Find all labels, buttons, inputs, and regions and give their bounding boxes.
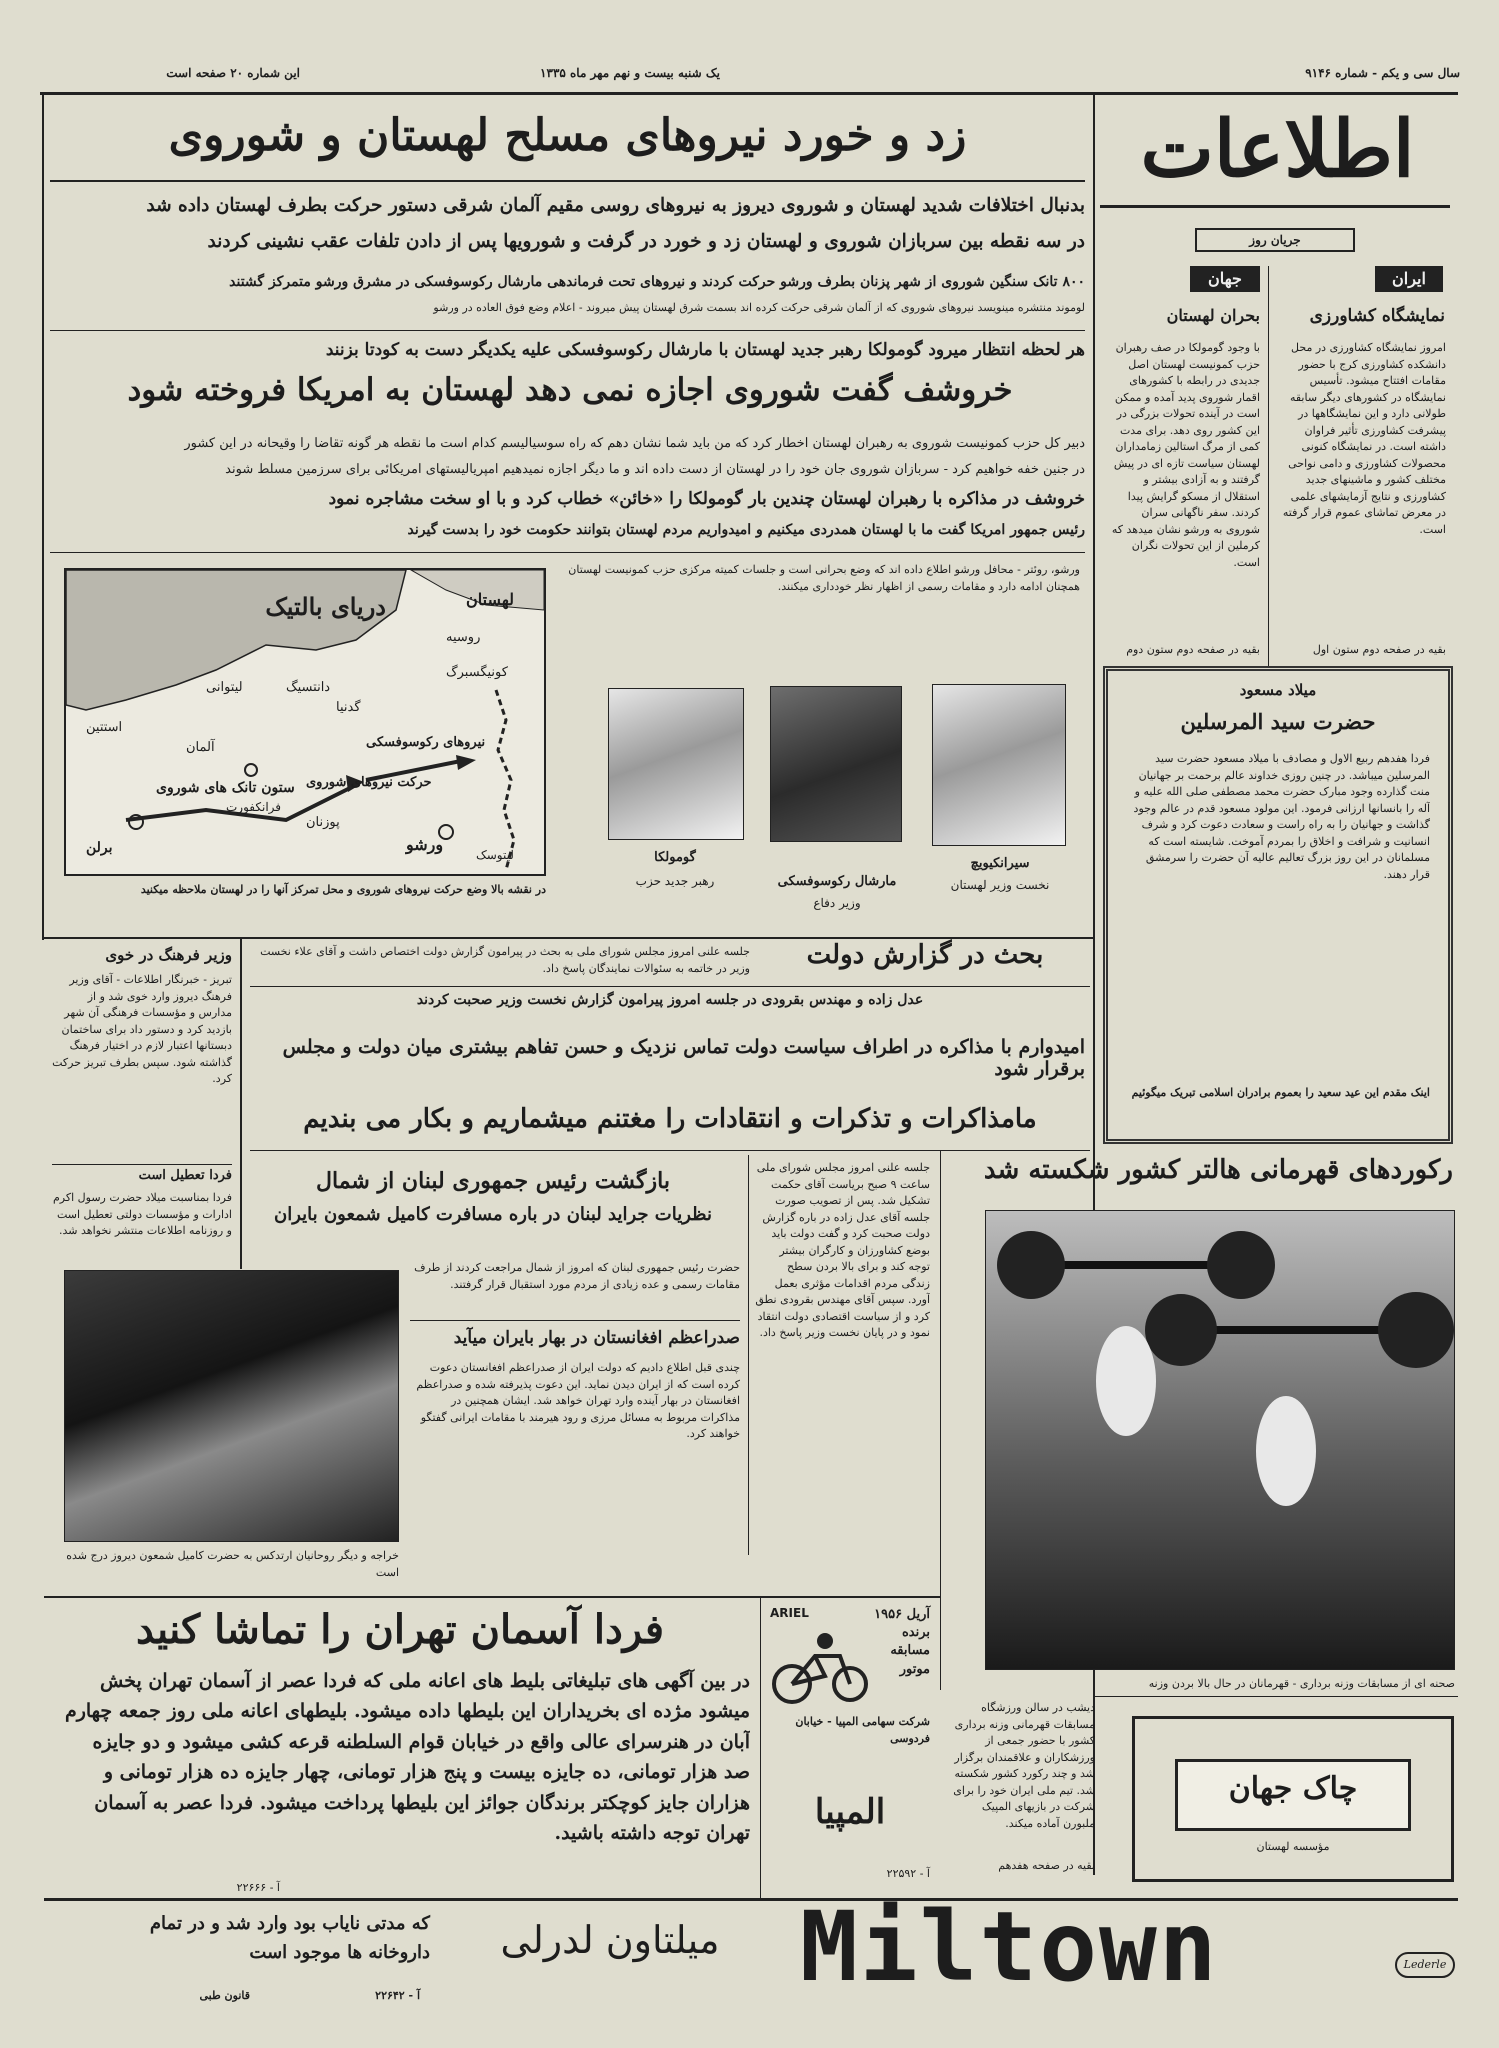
lead-h3: خروشف گفت شوروی اجازه نمی دهد لهستان به امریکا فروخته شود [127,372,1013,408]
lead-sub-2: در سه نقطه بین سربازان شوروی و لهستان زد و خورد در گرفت و شورویها پس از دادن تلفات عقب نشینی کردند [207,231,1085,252]
moto-dealer: شرکت سهامی المپیا - خیابان فردوسی [795,1715,930,1745]
debate-side: جلسه علنی امروز مجلس شورای ملی ساعت ۹ صبح برياست آقای حکمت تشکیل شد. پس از تصویب صورت جلسه آقای عدل زاده در باره گزارش دولت صحبت کرد و گفت دولت باید بوضع کشاورزان و کارگران بیشتر توجه کند و برای بالا بردن سطح زندگی مردم اقدامات مؤثری بعمل آورد. سپس آقای مهندس بقرودی نطق کرد و از سیاست اقتصادی دولت انتقاد نمود و در پایان نخست وزیر پاسخ داد. [755,1161,930,1339]
lead-p2: در جنین خفه خواهیم کرد - سربازان شوروی جان خود را در لهستان از دست داده اند و ما دیگر اجازه نمیدهیم امپریالیستهای امریکائی برای سرزمین مسلط شوند [225,462,1085,477]
debate-h1: عدل زاده و مهندس بقرودی در جلسه امروز پیرامون گزارش نخست وزیر صحبت کردند [416,992,924,1008]
lebanon-photo [64,1270,399,1542]
map-label-2: کونیگسبرگ [446,665,508,680]
lifter-2 [1256,1396,1316,1506]
lead-sub-1: بدنبال اختلافات شدید لهستان و شوروی دیروز به نیروهای روسی مقیم آلمان شرقی دستور حرکت بطرف لهستان داده شد [146,195,1085,216]
nativity-sub: حضرت سید المرسلین [1180,709,1376,734]
miltown-brand: Miltown [800,1891,1219,2003]
map-sea-label: دریای بالتیک [265,592,386,621]
map-label-9: لیتوانی [206,680,243,695]
nativity-box [1103,666,1453,1144]
culture-title: وزیر فرهنگ در خوی [105,946,232,964]
map-label-4: دانتسیگ [286,680,331,695]
map-label-14: نیروهای رکوسوفسکی [366,735,486,750]
portrait-cyrankiewicz [932,684,1066,846]
arrow-head [456,755,476,770]
world-body: با وجود گومولکا در صف رهبران حزب کمونیست لهستان اصل جدیدی در رابطه با کشورهای اقمار شوروی پدید آمده و ممکن است در آینده تحولات بزرگی در این کشور روی دهد. برای مدت کمی از مرگ استالین زمامداران لهستان سیاست تازه ای در پیش گرفتند و به آزادی بیشتر و استقلال از مسکو گرایش پیدا کردند. سفر ناگهانی سران شوروی به ورشو نشان میدهد که کرملین از این تحولات نگران است. [1111,341,1260,569]
portrait-name-0: سیرانکیویچ [970,856,1030,871]
debate-h3: مامذاکرات و تذکرات و انتقادات را مغتنم میشماریم و بکار می بندیم [303,1104,1037,1134]
moto-text: آریل ۱۹۵۶ برنده مسابقه موتور [874,1607,930,1677]
iran-tag: ایران [1375,266,1443,292]
map-label-5: ورشو [406,835,444,854]
lebanon-sub: نظریات جراید لبنان در باره مسافرت کامیل شمعون بایران [274,1204,712,1225]
map-caption: در نقشه بالا وضع حرکت نیروهای شوروی و محل تمرکز آنها را در لهستان ملاحظه میکنید [140,883,546,896]
map-label-10: گدنیا [336,700,361,715]
miltown-persian: میلتاون لدرلی [500,1918,720,1962]
miltown-text: که مدتی نایاب بود وارد شد و در تمام داروخانه ها موجود است [149,1913,430,1963]
map-box [64,568,546,876]
border-line [496,690,514,870]
weightlifting-photo [985,1210,1455,1670]
lottery-body: در بین آگهی های تبلیغاتی بلیط های اعانه ملی که فردا عصر از آسمان تهران پخش میشود مژده ای بخریداران این بلیطها داده میشود. بلیطهای اعانه ملی روز جمعه چهارم آبان در هنرسرای عالی واقع در خیابان قوام السلطنه قرعه کشی میشود و دو جایزه صد هزار تومانی، ده جایزه بیست و پنج هزار تومانی، چهار جایزه ده هزار تومانی و هزاران جایز کوچکتر برندگان جوائز این بلیطها پرداخت میشود. فردا عصر به آسمان تهران توجه داشته باشید. [64,1670,750,1844]
debate-intro: جلسه علنی امروز مجلس شورای ملی به بحث در پیرامون گزارش دولت اختصاص داشت و آقای علاء نخست وزیر در خاتمه به سئوالات نمایندگان پاسخ داد. [260,945,750,975]
holiday-body: فردا بمناسبت میلاد حضرت رسول اکرم ادارات و مؤسسات دولتی تعطیل است و روزنامه اطلاعات منتشر نخواهد شد. [52,1191,232,1237]
portrait-rokossovsky [770,686,902,842]
issue-date: یک شنبه بیست و نهم مهر ماه ۱۳۳۵ [540,66,720,80]
current-affairs-box: جریان روز [1195,228,1355,252]
map-label-12: ستون تانک های شوروی [156,780,295,796]
newspaper-logo: اطلاعات [1140,104,1415,195]
map-label-7: برلن [86,840,113,856]
plate-1 [997,1231,1065,1299]
plate-3 [1145,1294,1217,1366]
lottery-code: آ - ۲۲۶۶۶ [236,1881,280,1894]
print-ad-name: چاک جهان [1228,1771,1358,1806]
map-label-15: لیتوسک [476,848,514,862]
map-label-8: آلمان [186,740,215,755]
lead-h4: خروشف در مذاکره با رهبران لهستان چندین بار گومولکا را «خائن» خطاب کرد و با او سخت مشاجره نمود [328,489,1085,509]
nativity-title: میلاد مسعود [1239,681,1317,699]
city-stettin [245,764,257,776]
portrait-role-0: نخست وزیر لهستان [950,878,1050,892]
year-issue: سال سی و یکم - شماره ۹۱۴۶ [1305,66,1460,80]
moto-brand: ARIEL [770,1606,809,1620]
map-label-1: روسیه [446,630,481,645]
map-label-3: استتین [86,720,123,735]
afghan-body: چندی قبل اطلاع دادیم که دولت ایران از صدراعظم افغانستان دعوت کرده است که از ایران دیدن نماید. این دعوت پذیرفته شده و صدراعظم افغانستان در بهار آینده وارد تهران خواهد شد. ایشان همچنین در مذاکرات مربوط به مسائل مرزی و رود هیرمند با مقامات ایرانی گفتگو خواهند کرد. [416,1361,740,1440]
moto-code: آ - ۲۲۵۹۲ [886,1867,930,1880]
plate-2 [1207,1231,1275,1299]
lifter-1 [1096,1326,1156,1436]
print-ad [1132,1716,1454,1882]
lead-small: لوموند منتشره مینویسد نیروهای شوروی که از آلمان شرقی حرکت کرده اند بسمت شرق لهستان پیش میروند - اعلام وضع فوق العاده در ورشو [433,301,1085,314]
lead-h2: هر لحظه انتظار میرود گومولکا رهبر جدید لهستان با مارشال رکوسوفسکی علیه یکدیگر دست به کودتا بزنند [325,340,1085,360]
iran-body: امروز نمایشگاه کشاورزی در محل دانشکده کشاورزی کرج با حضور مقامات افتتاح میشود. تأسیس نمایشگاه در کشورهای دیگر سابقه طولانی دارد و این نمایشگاهها در پیشرفت کشاورزی تأثیر فراوان داشته است. در نمایشگاه کنونی محصولات کشاورزی و دامی نواحی مختلف کشور و ماشینهای جدید کشاورزی و نتایج آزمایشهای علمی در معرض تماشای عموم قرار گرفته است. [1282,341,1446,536]
map-note: ورشو، روئتر - محافل ورشو اطلاع داده اند که وضع بحرانی است و جلسات کمیته مرکزی حزب کمونیست لهستان همچنان ادامه دارد و مقامات رسمی از اظهار نظر خودداری میکنند. [568,563,1080,593]
weightlifting-title: رکوردهای قهرمانی هالتر کشور شکسته شد [983,1155,1453,1185]
portrait-name-1: مارشال رکوسوفسکی [777,874,897,889]
lead-headline: زد و خورد نیروهای مسلح لهستان و شوروی [168,110,967,161]
weightlifting-body: دیشب در سالن ورزشگاه مسابقات قهرمانی وزنه برداری کشور با حضور جمعی از ورزشکاران و علاقمندان برگزار شد و چند رکورد کشور شکسته شد. تیم ملی ایران خود را برای شرکت در بازیهای المپیک ملبورن آماده میکند. [953,1701,1095,1830]
portrait-name-2: گومولکا [654,850,696,865]
map-label-6: پوزنان [306,815,340,830]
moto-logo: المپیا [814,1792,886,1832]
weightlifting-drawing [986,1211,1456,1671]
lebanon-title: بازگشت رئیس جمهوری لبنان از شمال [316,1168,670,1194]
issue-pages: این شماره ۲۰ صفحه است [166,66,300,80]
holiday-title: فردا تعطیل است [138,1168,232,1183]
miltown-note: قانون طبی [199,1989,250,2002]
weightlifting-more: بقیه در صفحه هفدهم [998,1859,1095,1872]
lottery-title: فردا آسمان تهران را تماشا کنید [136,1606,664,1653]
map-label-0: لهستان [466,590,514,609]
lead-p1: دبیر کل حزب کمونیست شوروی به رهبران لهستان اخطار کرد که من باید شما نشان دهم که راه سوسیالیسم کدام است ما نقطه هر گونه تقاضا را وقیحانه در این کشور [184,436,1085,451]
portrait-role-2: رهبر جدید حزب [635,874,715,888]
iran-title: نمایشگاه کشاورزی [1309,306,1445,326]
map-label-11: فرانکفورت [226,800,282,814]
afghan-title: صدراعظم افغانستان در بهار بایران میآید [453,1328,740,1348]
world-more: بقیه در صفحه دوم ستون دوم [1126,643,1260,656]
world-tag: جهان [1190,266,1260,292]
lebanon-body: حضرت رئیس جمهوری لبنان که امروز از شمال مراجعت کردند از طرف مقامات رسمی و عده زیادی از مردم مورد استقبال قرار گرفتند. [414,1261,740,1291]
iran-more: بقیه در صفحه دوم ستون اول [1312,643,1446,656]
moto-ad [770,1606,930,1886]
print-ad-sub: مؤسسه لهستان [1256,1840,1330,1853]
portrait-role-1: وزیر دفاع [813,896,861,910]
lebanon-photo-caption: خراجه و دیگر روحانیان ارتدکس به حضرت کامیل شمعون دیروز درج شده است [66,1549,399,1579]
map-label-13: حرکت نیروهای شوروی [306,775,432,790]
debate-title: بحث در گزارش دولت [806,940,1044,970]
lederle-logo: Lederle [1395,1952,1455,1978]
weightlifting-caption: صحنه ای از مسابقات وزنه برداری - قهرمانان در حال بالا بردن وزنه [1148,1677,1455,1690]
culture-body: تبریز - خبرنگار اطلاعات - آقای وزیر فرهنگ دیروز وارد خوی شد و از مدارس و مؤسسات فرهنگی آن شهر بازدید کرد و دستور داد برای ساختمان دبستانها اعتبار لازم در اختیار فرهنگ گذاشته شود. سپس بطرف تبریز حرکت کرد. [52,973,232,1085]
portrait-gomulka [608,688,744,840]
motorcycle-icon [770,1626,870,1706]
plate-4 [1378,1292,1454,1368]
lead-p3: رئیس جمهور امریکا گفت ما با لهستان همدردی میکنیم و امیدواریم مردم لهستان بتوانند حکومت خود را بدست گیرند [407,522,1085,538]
nativity-body: فردا هفدهم ربیع الاول و مصادف با میلاد مسعود حضرت سید المرسلین میباشد. در چنین روزی خداوند عالم برحمت بر جهانیان منت گذارده وجود مبارک حضرت محمد مصطفی صلی الله علیه و آله را بانسانها ارزانی فرمود. این مولود مسعود قدم در عالم وجود گذاشت و جهانیان را به راه راست و سعادت دعوت کرد و شرف انسانیت و شرافت و اخلاق را بمردم آموخت. شایسته است که مسلمانان در این روز بزرگ تعالیم عالیه آن حضرت را سرمشق قرار دهند. [1133,752,1430,881]
debate-h2: امیدوارم با مذاکره در اطراف سیاست دولت تماس نزدیک و حسن تفاهم بیشتری میان دولت و مجلس برقرار شود [282,1036,1085,1080]
lead-sub-3: ۸۰۰ تانک سنگین شوروی از شهر پزنان بطرف ورشو حرکت کردند و نیروهای تحت فرماندهی مارشال رکوسوفسکی در مشرق ورشو متمرکز گشتند [229,274,1085,290]
world-title: بحران لهستان [1166,306,1260,325]
nativity-footer: اینک مقدم این عید سعید را بعموم برادران اسلامی تبریک میگوئیم [1131,1086,1430,1099]
miltown-code: آ - ۲۲۶۴۲ [375,1989,420,2002]
